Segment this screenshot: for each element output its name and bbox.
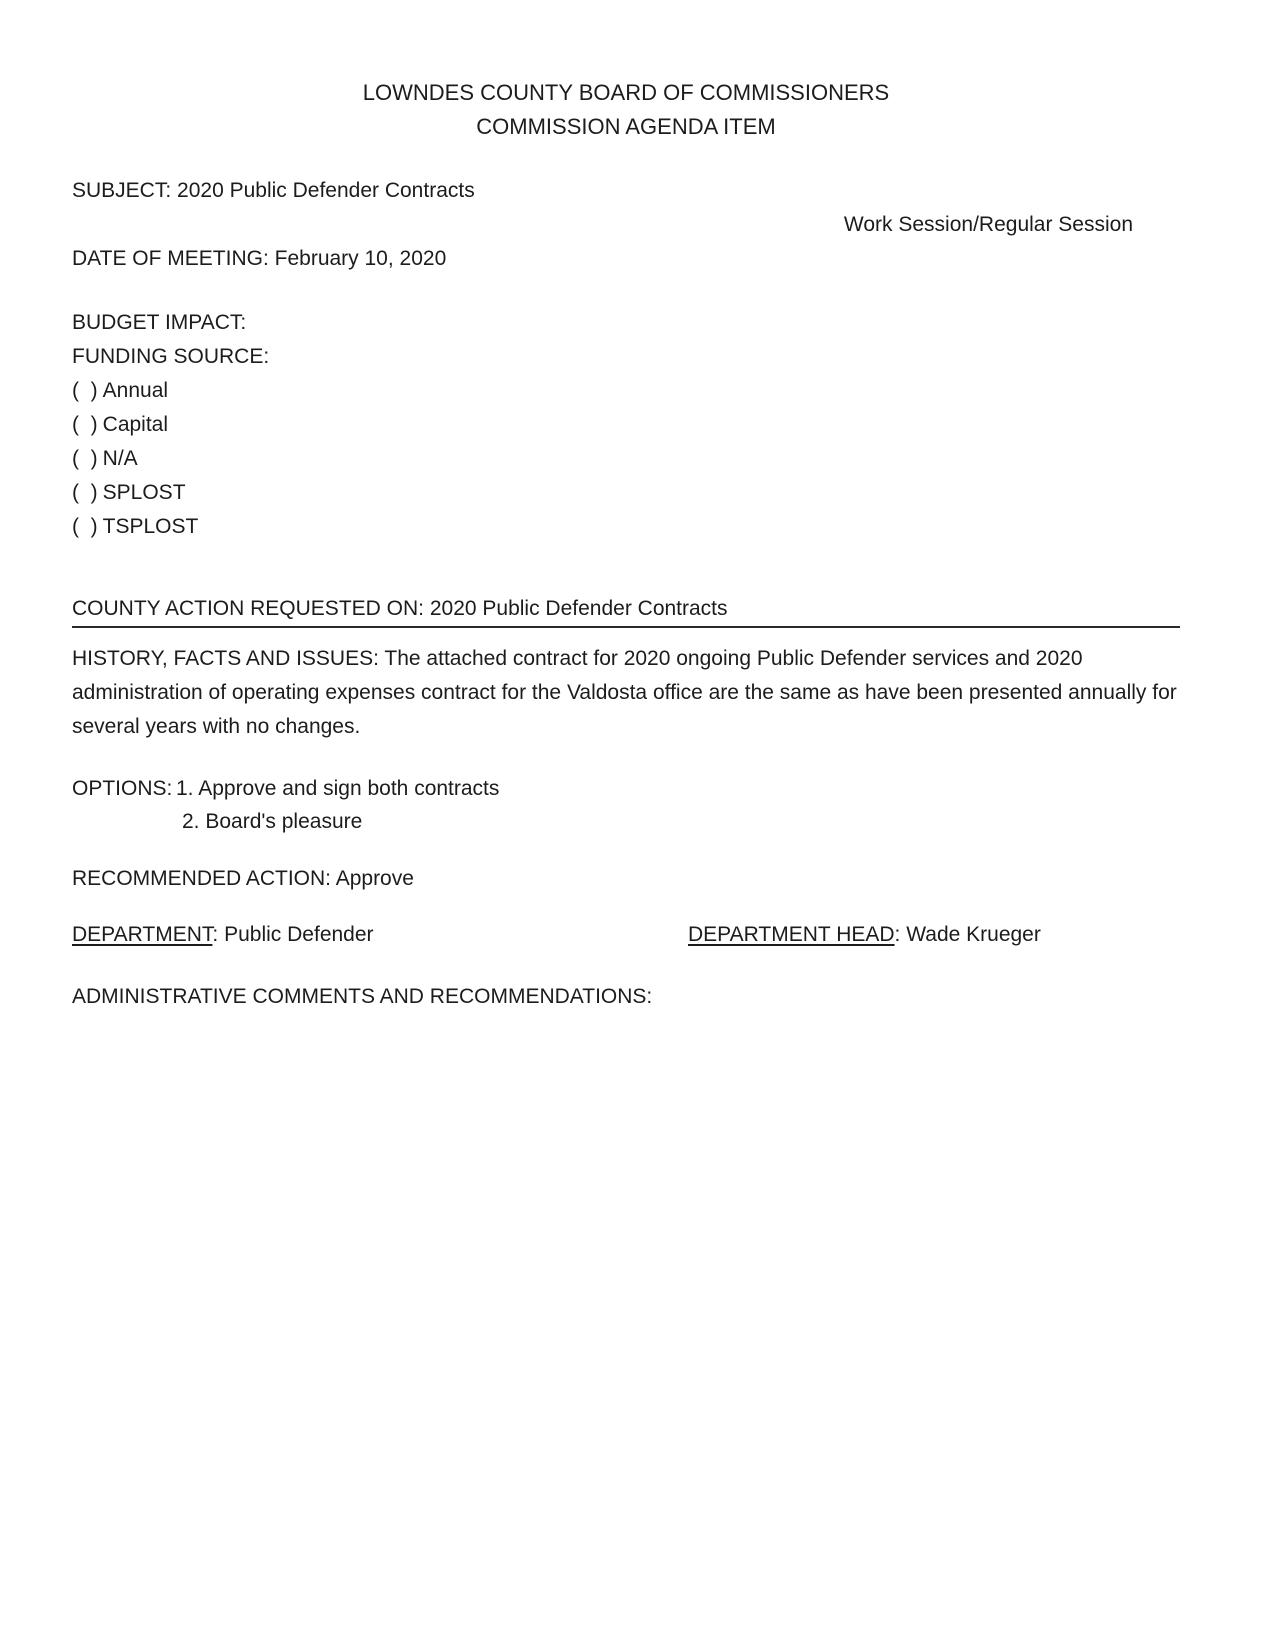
meeting-date-label: DATE OF MEETING: — [72, 247, 269, 270]
funding-option-label: TSPLOST — [102, 515, 199, 538]
option-item-1 — [176, 772, 1180, 805]
department-head-colon: : — [894, 923, 901, 946]
admin-comments-label: ADMINISTRATIVE COMMENTS AND RECOMMENDATIONS: — [72, 985, 653, 1008]
funding-option-splost — [72, 476, 1180, 510]
funding-options-list — [72, 374, 1180, 544]
checkbox-marker: ( ) — [72, 413, 98, 436]
history-text: The attached contract for 2020 ongoing Public Defender services and 2020 administration of operating expenses contract for the Valdosta office are the same as have been presented annually for several years with no changes. — [72, 647, 1177, 738]
checkbox-marker: ( ) — [72, 515, 98, 538]
budget-impact-label: BUDGET IMPACT: — [72, 311, 247, 334]
funding-option-label: Capital — [102, 413, 169, 436]
department-label: DEPARTMENT — [72, 923, 213, 946]
checkbox-marker: ( ) — [72, 447, 98, 470]
recommended-action-label: RECOMMENDED ACTION: — [72, 867, 332, 890]
funding-option-tsplost — [72, 510, 1180, 544]
county-action-label: COUNTY ACTION REQUESTED ON: — [72, 597, 424, 620]
options-label: OPTIONS: — [72, 777, 173, 800]
funding-option-label: SPLOST — [102, 481, 186, 504]
county-action-heading — [72, 592, 1180, 628]
recommended-action-line — [72, 862, 1180, 896]
history-label: HISTORY, FACTS AND ISSUES: — [72, 647, 379, 670]
department-head-label: DEPARTMENT HEAD — [688, 923, 895, 946]
budget-block — [72, 306, 1180, 374]
department-row — [72, 918, 1180, 952]
funding-option-na — [72, 442, 1180, 476]
checkbox-marker: ( ) — [72, 379, 98, 402]
option-number: 2. — [182, 810, 200, 833]
subject-value: 2020 Public Defender Contracts — [177, 179, 475, 202]
subject-line — [72, 174, 1180, 208]
options-section — [72, 772, 1180, 838]
option-number: 1. — [176, 777, 194, 800]
document-header — [72, 76, 1180, 144]
recommended-action-value: Approve — [335, 867, 414, 890]
funding-source-label: FUNDING SOURCE: — [72, 345, 270, 368]
header-title-line2: COMMISSION AGENDA ITEM — [476, 114, 776, 139]
funding-option-label: N/A — [102, 447, 138, 470]
meta-block — [72, 174, 1180, 276]
option-text: Board's pleasure — [205, 810, 363, 833]
option-text: Approve and sign both contracts — [198, 777, 500, 800]
session-type: Work Session/Regular Session — [843, 213, 1133, 236]
department-head-cell — [688, 918, 1041, 952]
department-value: Public Defender — [224, 923, 374, 946]
funding-option-annual — [72, 374, 1180, 408]
department-cell — [72, 918, 688, 952]
county-action-value: 2020 Public Defender Contracts — [429, 597, 728, 620]
meeting-date-line — [72, 242, 1180, 276]
meeting-date-value: February 10, 2020 — [274, 247, 447, 270]
department-head-value: Wade Krueger — [906, 923, 1041, 946]
history-paragraph — [72, 642, 1180, 744]
subject-label: SUBJECT: — [72, 179, 172, 202]
options-items — [176, 772, 1180, 838]
funding-option-capital — [72, 408, 1180, 442]
header-title-line1: LOWNDES COUNTY BOARD OF COMMISSIONERS — [362, 80, 890, 105]
checkbox-marker: ( ) — [72, 481, 98, 504]
funding-option-label: Annual — [102, 379, 169, 402]
option-item-2 — [182, 805, 1180, 838]
department-colon: : — [212, 923, 219, 946]
